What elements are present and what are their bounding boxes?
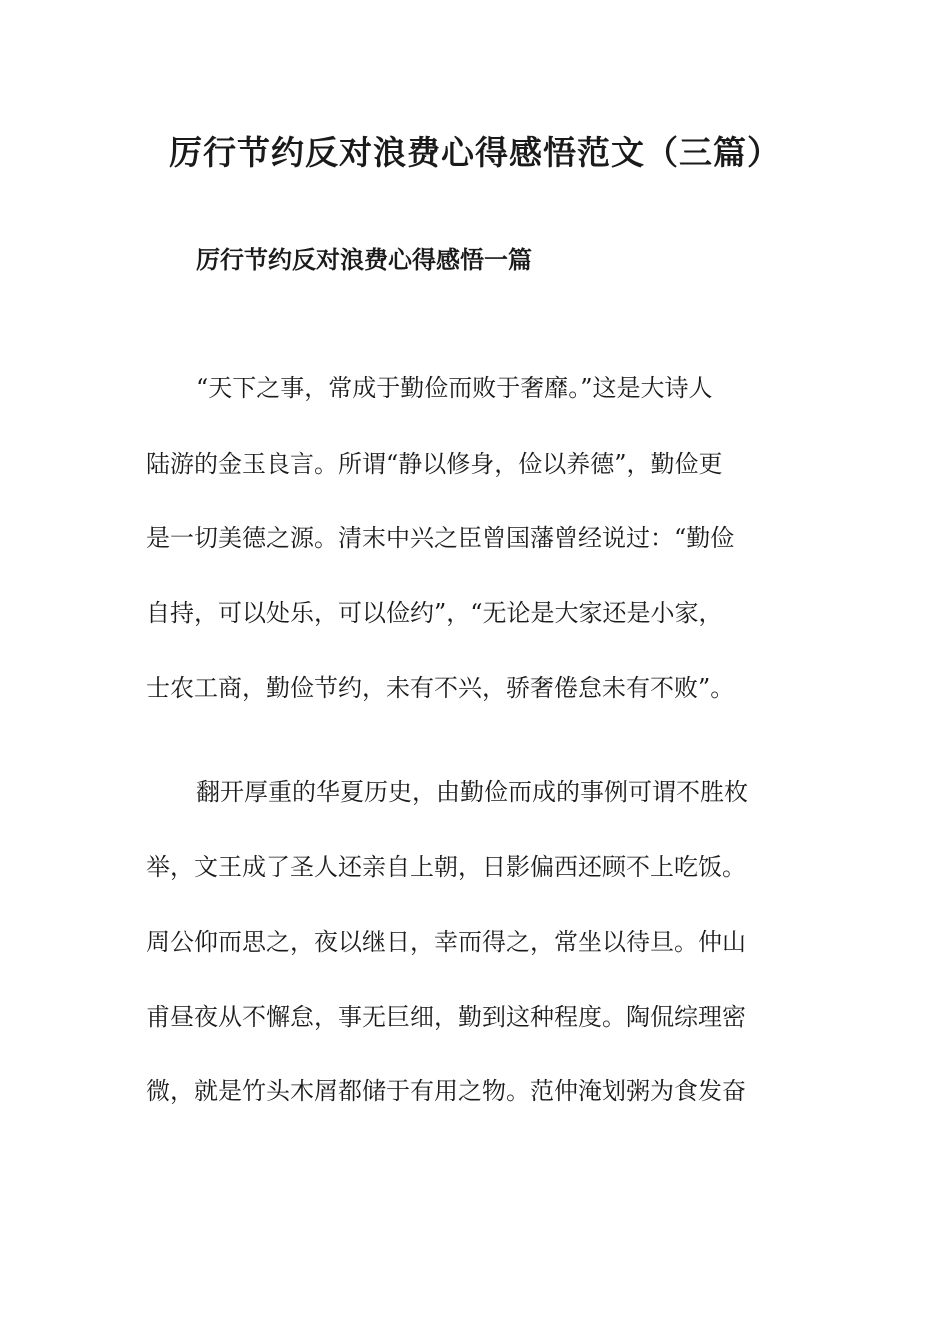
paragraph-line: 翻开厚重的华夏历史，由勤俭而成的事例可谓不胜枚 [196,778,748,806]
paragraph-line: 士农工商，勤俭节约，未有不兴，骄奢倦怠未有不败”。 [146,674,735,702]
paragraph-line: 微，就是竹头木屑都储于有用之物。范仲淹划粥为食发奋 [146,1077,746,1105]
paragraph-line: 陆游的金玉良言。所谓“静以修身，俭以养德”，勤俭更 [146,450,723,478]
paragraph-line: 是一切美德之源。清末中兴之臣曾国藩曾经说过：“勤俭 [146,524,735,552]
paragraph-line: 自持，可以处乐，可以俭约”，“无论是大家还是小家， [146,599,723,627]
paragraph-line: 甫昼夜从不懈怠，事无巨细，勤到这种程度。陶侃综理密 [146,1003,746,1031]
paragraph-line: “天下之事，常成于勤俭而败于奢靡。”这是大诗人 [196,374,713,402]
document-title: 厉行节约反对浪费心得感悟范文（三篇） [169,133,781,172]
paragraph-line: 举，文王成了圣人还亲自上朝，日影偏西还顾不上吃饭。 [146,853,746,881]
paragraph-line: 周公仰而思之，夜以继日，幸而得之，常坐以待旦。仲山 [146,928,746,956]
section-heading: 厉行节约反对浪费心得感悟一篇 [196,245,532,274]
